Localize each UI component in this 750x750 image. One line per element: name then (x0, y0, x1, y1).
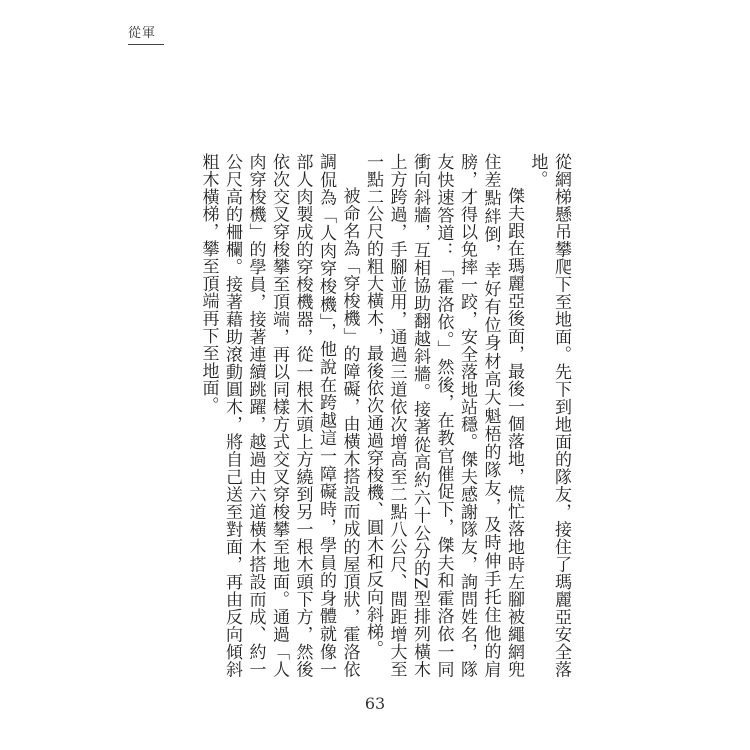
paragraph-2: 傑夫跟在瑪麗亞後面，最後一個落地，慌忙落地時左腳被繩網兜住差點絆倒，幸好有位身材高大魁梧的隊友，及時伸手托住他的肩膀，才得以免摔一跤，安全落地站穩。傑夫感謝隊友，詢問姓名，隊友快速答道：「霍洛依。」然後，在教官催促下，傑夫和霍洛依一同衝向斜牆，互相協助翻越斜牆。接著從高約六十公分的Z型排列橫木上方跨過，手腳並用，通過三道依次增高至二點八公尺、間距增大至一點二公尺的粗大橫木，最後依次通過穿梭機、圓木和反向斜梯。 (363, 153, 524, 678)
paragraph-1: 從網梯懸吊攀爬下至地面。先下到地面的隊友，接住了瑪麗亞安全落地。 (527, 153, 571, 678)
chapter-header: 從軍 (128, 26, 157, 41)
header-rule (128, 44, 164, 45)
body-text (172, 153, 572, 678)
paragraph-3: 被命名為「穿梭機」的障礙，由橫木搭設而成的屋頂狀，霍洛依調侃為「人肉穿梭機」，他說在跨越這一障礙時，學員的身體就像一部人肉製成的穿梭機器，從一根木頭上方繞到另一根木頭下方，然後依次交叉穿梭攀至頂端，再以同樣方式交叉穿梭攀至地面。通過「人肉穿梭機」的學員，接著連續跳躍，越過由六道橫木搭設而成、約一公尺高的柵欄。接著藉助滾動圓木，將自己送至對面，再由反向傾斜粗木橫梯，攀至頂端再下至地面。 (198, 153, 360, 678)
page-number: 63 (364, 694, 386, 713)
